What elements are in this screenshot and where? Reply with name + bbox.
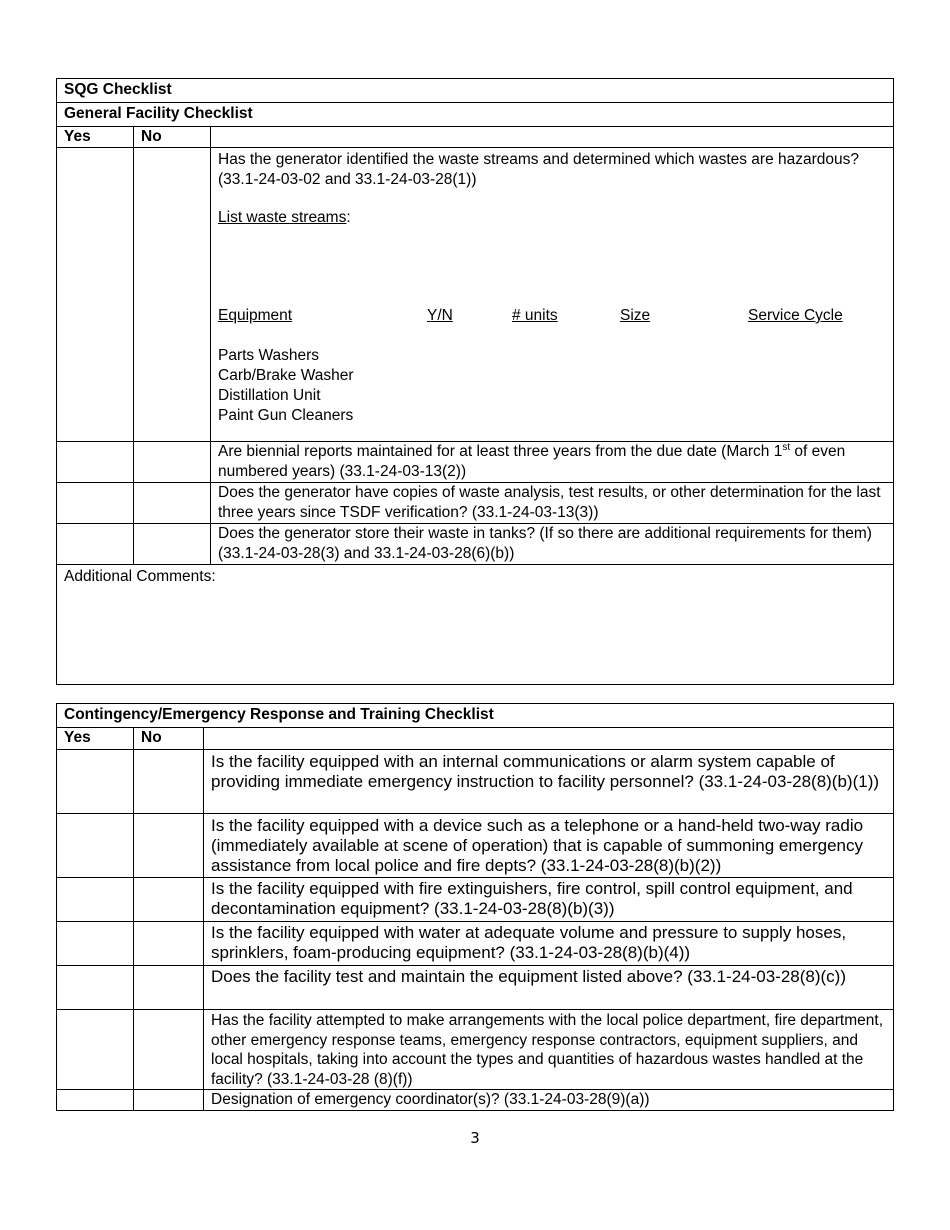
biennial-reports-question: Are biennial reports maintained for at least three years from the due date (March 1st of even numbered years) (33.1-24-03-13(2)) (211, 442, 894, 483)
service-cycle-header: Service Cycle (748, 307, 843, 324)
equipment-item: Paint Gun Cleaners (218, 407, 354, 424)
yes-checkbox-cell[interactable] (57, 148, 134, 442)
yes-checkbox-cell[interactable] (57, 524, 134, 565)
general-facility-title: General Facility Checklist (57, 103, 894, 127)
no-checkbox-cell[interactable] (134, 878, 204, 922)
contingency-checklist-table (56, 703, 894, 1111)
equipment-header: Equipment (218, 307, 293, 324)
yes-checkbox-cell[interactable] (57, 878, 134, 922)
equipment-item: Distillation Unit (218, 387, 321, 404)
question-column-header (204, 728, 894, 750)
equipment-item: Parts Washers (218, 347, 320, 364)
yn-header: Y/N (427, 307, 453, 324)
yes-column-header: Yes (57, 127, 134, 148)
no-checkbox-cell[interactable] (134, 524, 211, 565)
units-header: # units (512, 307, 558, 324)
no-checkbox-cell[interactable] (134, 814, 204, 878)
waste-analysis-question: Does the generator have copies of waste analysis, test results, or other determination for the last three years since TSDF verification? (33.1-24-03-13(3)) (211, 483, 894, 524)
question-column-header (211, 127, 894, 148)
page-number: 3 (470, 1129, 480, 1147)
emergency-coordinator-question: Designation of emergency coordinator(s)? (33.1-24-03-28(9)(a)) (204, 1090, 894, 1111)
tank-storage-question: Does the generator store their waste in tanks? (If so there are additional requirements for them) (33.1-24-03-28(3) and 33.1-24-03-28(6)(b)) (211, 524, 894, 565)
equipment-item: Carb/Brake Washer (218, 367, 354, 384)
additional-comments-field[interactable]: Additional Comments: (57, 565, 894, 685)
yes-checkbox-cell[interactable] (57, 1090, 134, 1111)
waste-streams-question (211, 148, 894, 442)
equipment-maintenance-question: Does the facility test and maintain the equipment listed above? (33.1-24-03-28(8)(c)) (204, 966, 894, 1010)
yes-checkbox-cell[interactable] (57, 966, 134, 1010)
no-checkbox-cell[interactable] (134, 483, 211, 524)
no-column-header: No (134, 127, 211, 148)
water-supply-question: Is the facility equipped with water at adequate volume and pressure to supply hoses, sprinklers, foam-producing equipment? (33.1-24-03-28(8)(b)(4)) (204, 922, 894, 966)
yes-checkbox-cell[interactable] (57, 442, 134, 483)
equipment-list (218, 346, 886, 426)
contingency-checklist-title: Contingency/Emergency Response and Training Checklist (57, 704, 894, 728)
no-checkbox-cell[interactable] (134, 442, 211, 483)
yes-checkbox-cell[interactable] (57, 750, 134, 814)
fire-equipment-question: Is the facility equipped with fire extinguishers, fire control, spill control equipment, and decontamination equipment? (33.1-24-03-28(8)(b)(3)) (204, 878, 894, 922)
emergency-device-question: Is the facility equipped with a device such as a telephone or a hand-held two-way radio (immediately available at scene of operation) that is capable of summoning emergency assistance from local police and fire depts? (33.1-24-03-28(8)(b)(2)) (204, 814, 894, 878)
no-checkbox-cell[interactable] (134, 966, 204, 1010)
yes-column-header: Yes (57, 728, 134, 750)
size-header: Size (620, 307, 651, 324)
no-checkbox-cell[interactable] (134, 750, 204, 814)
no-checkbox-cell[interactable] (134, 922, 204, 966)
arrangements-question: Has the facility attempted to make arrangements with the local police department, fire department, other emergency response teams, emergency response contractors, equipment suppliers, and local hospitals, taking into account the types and quantities of hazardous wastes handled at the facility? (33.1-24-03-28 (8)(f)) (204, 1010, 894, 1090)
sqg-checklist-title: SQG Checklist (57, 79, 894, 103)
yes-checkbox-cell[interactable] (57, 1010, 134, 1090)
alarm-system-question: Is the facility equipped with an internal communications or alarm system capable of providing immediate emergency instruction to facility personnel? (33.1-24-03-28(8)(b)(1)) (204, 750, 894, 814)
no-checkbox-cell[interactable] (134, 1010, 204, 1090)
yes-checkbox-cell[interactable] (57, 922, 134, 966)
list-waste-streams-label: List waste streams: (218, 209, 351, 226)
yes-checkbox-cell[interactable] (57, 814, 134, 878)
no-column-header: No (134, 728, 204, 750)
no-checkbox-cell[interactable] (134, 1090, 204, 1111)
no-checkbox-cell[interactable] (134, 148, 211, 442)
yes-checkbox-cell[interactable] (57, 483, 134, 524)
sqg-checklist-table (56, 78, 894, 685)
equipment-header-row (218, 306, 886, 328)
question-text: Has the generator identified the waste streams and determined which wastes are hazardous? (33.1-24-03-02 and 33.1-24-03-28(1)) (218, 151, 860, 188)
